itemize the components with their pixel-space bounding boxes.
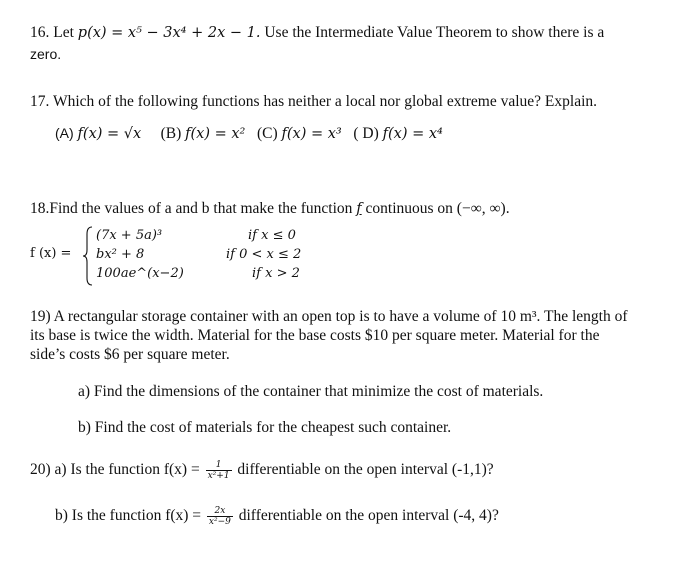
left-brace-icon <box>83 226 93 286</box>
q20-b-numerator: 2x <box>207 506 233 517</box>
q18-function-name: f <box>356 201 362 217</box>
piecewise-case-3: 100ae^(x−2) <box>96 266 184 281</box>
piecewise-cond-2: if 0 < x ≤ 2 <box>226 247 302 262</box>
q17-option-d-letter: ( D) <box>353 125 379 142</box>
q20-a-fraction <box>206 460 232 481</box>
q17-option-b-letter: (B) <box>160 125 182 142</box>
piecewise-cond-3: if x > 2 <box>252 266 300 281</box>
q19-line-3: side’s costs $6 per square meter. <box>30 346 230 363</box>
q20-b-denominator: x²−9 <box>208 517 231 527</box>
q19-line-2: its base is twice the width. Material for the base costs $10 per square meter. Material for the <box>30 327 600 344</box>
q17-question: 17. Which of the following functions has neither a local nor global extreme value? Explain. <box>30 93 598 110</box>
q20-b-text-pre: b) Is the function f(x) = <box>55 507 202 525</box>
q17-option-c-letter: (C) <box>256 125 278 142</box>
q20-part-b <box>55 506 499 527</box>
q18-question <box>30 200 510 218</box>
q20-a-denominator: x²+1 <box>207 471 230 481</box>
q16-wrap: zero. <box>30 46 62 62</box>
q20-b-text-post: differentiable on the open interval (-4, 4)? <box>238 507 499 525</box>
q19-part-b: b) Find the cost of materials for the cheapest such container. <box>78 419 452 436</box>
piecewise-case-2: bx² + 8 <box>96 247 145 262</box>
q17-option-c-expr: f(x) = x³ <box>281 126 342 142</box>
piecewise-function <box>30 226 360 286</box>
q17-option-b-expr: f(x) = x² <box>185 126 246 142</box>
q17-option-a-expr: f(x) = √x <box>77 126 142 142</box>
q17-options <box>55 124 443 143</box>
q20-a-text-pre: 20) a) Is the function f(x) = <box>30 461 200 479</box>
piecewise-cond-1: if x ≤ 0 <box>248 228 296 243</box>
piecewise-case-1: (7x + 5a)³ <box>96 228 163 243</box>
q19-part-a: a) Find the dimensions of the container that minimize the cost of materials. <box>78 383 544 400</box>
q19-line-1: 19) A rectangular storage container with an open top is to have a volume of 10 m³. The length of <box>30 308 628 325</box>
q16-lead: Let <box>53 24 74 41</box>
q20-a-numerator: 1 <box>206 460 232 471</box>
piecewise-lhs: f (x) = <box>30 246 72 261</box>
q16-expression: p(x) = x⁵ − 3x⁴ + 2x − 1. <box>77 25 261 41</box>
q16-text: Use the Intermediate Value Theorem to show there is a <box>264 24 605 41</box>
q20-b-fraction <box>207 506 233 527</box>
q17-option-d-expr: f(x) = x⁴ <box>382 126 443 142</box>
q20-a-text-post: differentiable on the open interval (-1,1)? <box>237 461 494 479</box>
q18-text-post: continuous on (−∞, ∞). <box>361 200 510 217</box>
q20-part-a <box>30 460 494 481</box>
q16-line <box>30 24 604 42</box>
q17-option-a-letter: (A) <box>55 125 74 141</box>
q16-number: 16. <box>30 24 50 41</box>
q18-text-pre: 18.Find the values of a and b that make the function <box>30 200 357 217</box>
